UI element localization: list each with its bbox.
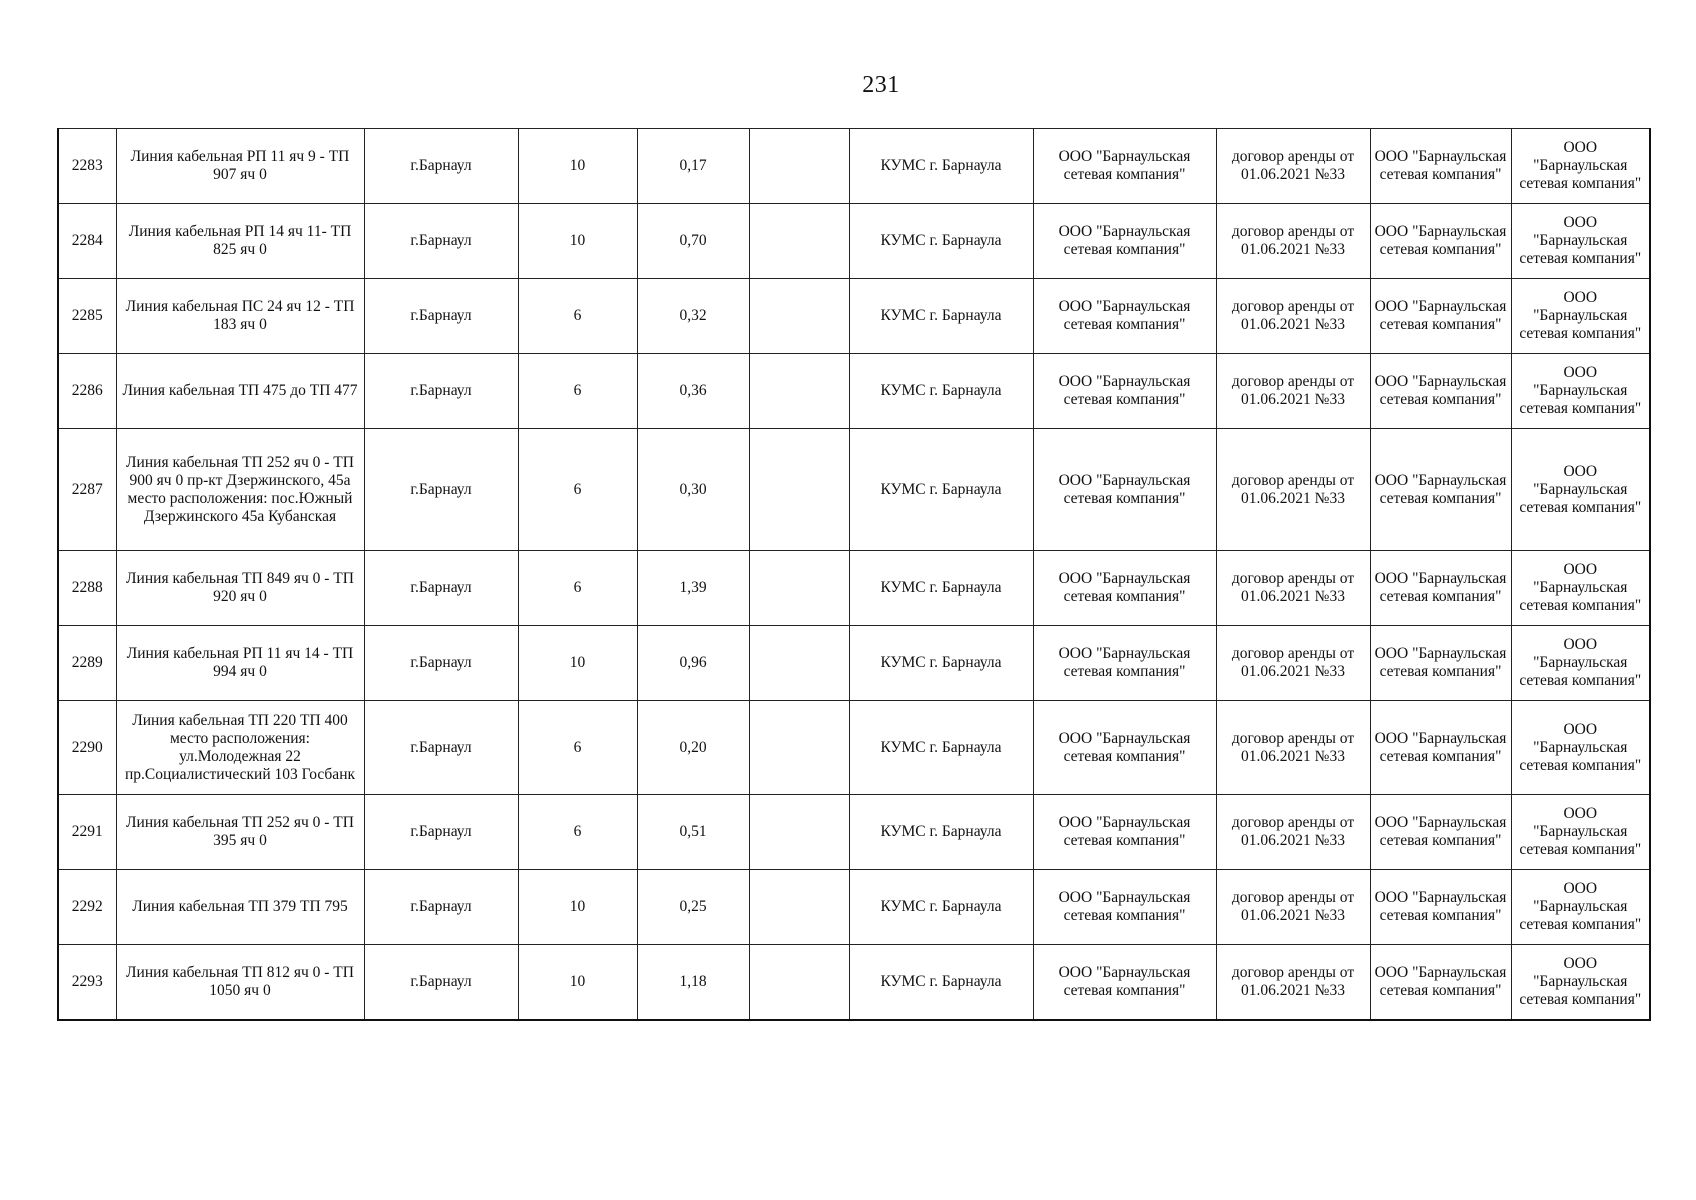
operator: ООО "Барнаульская сетевая компания" [1370,204,1511,279]
contract: договор аренды от 01.06.2021 №33 [1216,279,1370,354]
empty-cell [749,626,849,701]
length: 1,39 [637,551,749,626]
voltage: 10 [518,870,637,945]
table-row [58,795,1650,870]
contract: договор аренды от 01.06.2021 №33 [1216,354,1370,429]
location: г.Барнаул [364,204,518,279]
voltage: 6 [518,354,637,429]
voltage: 6 [518,279,637,354]
holder: ООО "Барнаульская сетевая компания" [1033,279,1216,354]
operator-2: ООО "Барнаульская сетевая компания" [1511,204,1650,279]
voltage: 6 [518,795,637,870]
object-name: Линия кабельная ПС 24 яч 12 - ТП 183 яч 0 [116,279,364,354]
owner: КУМС г. Барнаула [849,701,1033,795]
table-row [58,354,1650,429]
operator: ООО "Барнаульская сетевая компания" [1370,701,1511,795]
operator-2: ООО "Барнаульская сетевая компания" [1511,870,1650,945]
location: г.Барнаул [364,795,518,870]
object-name: Линия кабельная ТП 812 яч 0 - ТП 1050 яч 0 [116,945,364,1020]
page-number: 231 [862,72,900,98]
owner: КУМС г. Барнаула [849,129,1033,204]
owner: КУМС г. Барнаула [849,551,1033,626]
object-name: Линия кабельная РП 11 яч 14 - ТП 994 яч 0 [116,626,364,701]
holder: ООО "Барнаульская сетевая компания" [1033,429,1216,551]
table-row [58,129,1650,204]
location: г.Барнаул [364,129,518,204]
row-number: 2292 [58,870,116,945]
empty-cell [749,354,849,429]
row-number: 2283 [58,129,116,204]
table-row [58,551,1650,626]
row-number: 2290 [58,701,116,795]
row-number: 2291 [58,795,116,870]
operator: ООО "Барнаульская сетевая компания" [1370,354,1511,429]
contract: договор аренды от 01.06.2021 №33 [1216,429,1370,551]
holder: ООО "Барнаульская сетевая компания" [1033,354,1216,429]
location: г.Барнаул [364,626,518,701]
owner: КУМС г. Барнаула [849,354,1033,429]
holder: ООО "Барнаульская сетевая компания" [1033,701,1216,795]
holder: ООО "Барнаульская сетевая компания" [1033,129,1216,204]
operator-2: ООО "Барнаульская сетевая компания" [1511,279,1650,354]
voltage: 6 [518,429,637,551]
operator: ООО "Барнаульская сетевая компания" [1370,129,1511,204]
owner: КУМС г. Барнаула [849,945,1033,1020]
location: г.Барнаул [364,551,518,626]
operator: ООО "Барнаульская сетевая компания" [1370,626,1511,701]
table-row [58,945,1650,1020]
contract: договор аренды от 01.06.2021 №33 [1216,701,1370,795]
holder: ООО "Барнаульская сетевая компания" [1033,795,1216,870]
contract: договор аренды от 01.06.2021 №33 [1216,870,1370,945]
holder: ООО "Барнаульская сетевая компания" [1033,945,1216,1020]
length: 0,25 [637,870,749,945]
table-row [58,870,1650,945]
contract: договор аренды от 01.06.2021 №33 [1216,945,1370,1020]
operator: ООО "Барнаульская сетевая компания" [1370,795,1511,870]
table-row [58,279,1650,354]
object-name: Линия кабельная ТП 849 яч 0 - ТП 920 яч 0 [116,551,364,626]
holder: ООО "Барнаульская сетевая компания" [1033,551,1216,626]
length: 0,51 [637,795,749,870]
object-name: Линия кабельная ТП 252 яч 0 - ТП 900 яч 0 пр-кт Дзержинского, 45а место расположения: пос.Южный Дзержинского 45а Кубанская [116,429,364,551]
length: 0,36 [637,354,749,429]
operator: ООО "Барнаульская сетевая компания" [1370,429,1511,551]
object-name: Линия кабельная РП 11 яч 9 - ТП 907 яч 0 [116,129,364,204]
voltage: 10 [518,945,637,1020]
voltage: 6 [518,701,637,795]
operator-2: ООО "Барнаульская сетевая компания" [1511,354,1650,429]
row-number: 2289 [58,626,116,701]
operator-2: ООО "Барнаульская сетевая компания" [1511,429,1650,551]
holder: ООО "Барнаульская сетевая компания" [1033,626,1216,701]
operator-2: ООО "Барнаульская сетевая компания" [1511,129,1650,204]
object-name: Линия кабельная ТП 252 яч 0 - ТП 395 яч 0 [116,795,364,870]
operator-2: ООО "Барнаульская сетевая компания" [1511,945,1650,1020]
length: 0,20 [637,701,749,795]
row-number: 2288 [58,551,116,626]
voltage: 10 [518,129,637,204]
operator: ООО "Барнаульская сетевая компания" [1370,551,1511,626]
row-number: 2285 [58,279,116,354]
operator-2: ООО "Барнаульская сетевая компания" [1511,551,1650,626]
operator: ООО "Барнаульская сетевая компания" [1370,945,1511,1020]
contract: договор аренды от 01.06.2021 №33 [1216,129,1370,204]
contract: договор аренды от 01.06.2021 №33 [1216,795,1370,870]
table-row [58,626,1650,701]
table-row [58,429,1650,551]
table-row [58,204,1650,279]
empty-cell [749,429,849,551]
owner: КУМС г. Барнаула [849,870,1033,945]
row-number: 2286 [58,354,116,429]
row-number: 2284 [58,204,116,279]
voltage: 10 [518,626,637,701]
empty-cell [749,204,849,279]
operator-2: ООО "Барнаульская сетевая компания" [1511,701,1650,795]
length: 0,30 [637,429,749,551]
owner: КУМС г. Барнаула [849,204,1033,279]
holder: ООО "Барнаульская сетевая компания" [1033,870,1216,945]
length: 0,17 [637,129,749,204]
contract: договор аренды от 01.06.2021 №33 [1216,551,1370,626]
length: 1,18 [637,945,749,1020]
object-name: Линия кабельная ТП 220 ТП 400 место расположения: ул.Молодежная 22 пр.Социалистический 103 Госбанк [116,701,364,795]
empty-cell [749,870,849,945]
owner: КУМС г. Барнаула [849,279,1033,354]
registry-table [57,128,1651,1021]
location: г.Барнаул [364,279,518,354]
length: 0,96 [637,626,749,701]
empty-cell [749,945,849,1020]
operator-2: ООО "Барнаульская сетевая компания" [1511,626,1650,701]
object-name: Линия кабельная ТП 475 до ТП 477 [116,354,364,429]
owner: КУМС г. Барнаула [849,795,1033,870]
voltage: 6 [518,551,637,626]
location: г.Барнаул [364,429,518,551]
location: г.Барнаул [364,701,518,795]
location: г.Барнаул [364,354,518,429]
row-number: 2287 [58,429,116,551]
contract: договор аренды от 01.06.2021 №33 [1216,626,1370,701]
table-row [58,701,1650,795]
operator-2: ООО "Барнаульская сетевая компания" [1511,795,1650,870]
empty-cell [749,701,849,795]
owner: КУМС г. Барнаула [849,429,1033,551]
location: г.Барнаул [364,945,518,1020]
empty-cell [749,551,849,626]
empty-cell [749,129,849,204]
object-name: Линия кабельная ТП 379 ТП 795 [116,870,364,945]
owner: КУМС г. Барнаула [849,626,1033,701]
length: 0,32 [637,279,749,354]
length: 0,70 [637,204,749,279]
operator: ООО "Барнаульская сетевая компания" [1370,870,1511,945]
holder: ООО "Барнаульская сетевая компания" [1033,204,1216,279]
empty-cell [749,795,849,870]
contract: договор аренды от 01.06.2021 №33 [1216,204,1370,279]
empty-cell [749,279,849,354]
object-name: Линия кабельная РП 14 яч 11- ТП 825 яч 0 [116,204,364,279]
row-number: 2293 [58,945,116,1020]
voltage: 10 [518,204,637,279]
operator: ООО "Барнаульская сетевая компания" [1370,279,1511,354]
location: г.Барнаул [364,870,518,945]
